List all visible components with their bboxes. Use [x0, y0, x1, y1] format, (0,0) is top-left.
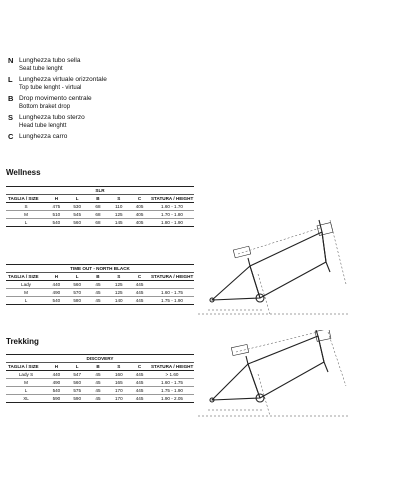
- table-cell: 45: [88, 289, 109, 297]
- table-header-row: [6, 273, 194, 281]
- table-cell: 1.70 - 1.80: [150, 211, 194, 219]
- table-cell: 540: [46, 387, 67, 395]
- table-header-row: [6, 363, 194, 371]
- table-caption-row: [6, 265, 194, 273]
- table-cell: M: [6, 211, 46, 219]
- table-cell: 145: [108, 219, 129, 227]
- column-header: C: [129, 195, 150, 203]
- column-header: TAGLIA / SIZE: [6, 273, 46, 281]
- table-cell: 440: [46, 371, 67, 379]
- table-cell: 510: [46, 211, 67, 219]
- column-header: STATURA / HEIGHT: [150, 196, 194, 201]
- table-cell: [150, 281, 194, 289]
- table-cell: 540: [46, 219, 67, 227]
- legend-label-italian: Lunghezza tubo sella: [19, 57, 81, 64]
- table-row: [6, 297, 194, 305]
- table-cell: 1.60 - 1.75: [150, 289, 194, 297]
- legend-item-n: [8, 56, 168, 75]
- table-cell: 405: [129, 219, 150, 227]
- main-triangle: [250, 232, 326, 298]
- column-header: H: [46, 363, 67, 371]
- table-cell: 1.75 - 1.90: [150, 297, 194, 305]
- column-header: TAGLIA / SIZE: [6, 195, 46, 203]
- dimension-line: [328, 332, 346, 386]
- table-row: [6, 395, 194, 403]
- table-cell: Lady: [6, 281, 46, 289]
- column-header: TAGLIA / SIZE: [6, 363, 46, 371]
- table-cell: 445: [129, 297, 150, 305]
- table-caption-row: [6, 187, 194, 195]
- size-table-slr: [6, 186, 194, 227]
- table-cell: 590: [67, 395, 88, 403]
- table-cell: 530: [67, 203, 88, 211]
- table-cell: 560: [67, 379, 88, 387]
- table-cell: 110: [108, 203, 129, 211]
- table-cell: 547: [67, 371, 88, 379]
- column-header: L: [67, 363, 88, 371]
- dimension-line: [238, 228, 320, 254]
- table-cell: 45: [88, 371, 109, 379]
- table-cell: 540: [46, 297, 67, 305]
- column-header: L: [67, 273, 88, 281]
- legend-key: L: [8, 75, 13, 84]
- table-cell: 45: [88, 297, 109, 305]
- column-header: L: [67, 195, 88, 203]
- dimension-tag: [231, 344, 248, 355]
- table-cell: 1.60 - 1.70: [150, 203, 194, 211]
- table-cell: 68: [88, 211, 109, 219]
- table-cell: 445: [129, 289, 150, 297]
- table-cell: 165: [108, 379, 129, 387]
- legend-item-c: [8, 132, 168, 151]
- table-cell: 160: [108, 371, 129, 379]
- table-cell: 125: [108, 211, 129, 219]
- main-triangle: [248, 336, 324, 398]
- legend-key: S: [8, 113, 14, 122]
- column-header: H: [46, 273, 67, 281]
- column-header: S: [108, 273, 129, 281]
- table-cell: 560: [67, 281, 88, 289]
- legend-label-italian: Drop movimento centrale: [19, 95, 92, 102]
- seat-post: [248, 258, 250, 266]
- table-row: [6, 219, 194, 227]
- table-cell: 590: [46, 395, 67, 403]
- table-title: SLR: [6, 187, 194, 195]
- table-cell: 1.80 - 1.90: [150, 219, 194, 227]
- table-row: [6, 387, 194, 395]
- table-title: TIME OUT - NORTH BLACK: [6, 265, 194, 273]
- column-header: H: [46, 195, 67, 203]
- column-header: B: [88, 273, 109, 281]
- rear-triangle: [212, 364, 260, 400]
- column-header: B: [88, 195, 109, 203]
- dimension-line: [258, 374, 270, 416]
- table-cell: M: [6, 379, 46, 387]
- table-cell: 125: [108, 281, 129, 289]
- size-table-discovery: [6, 354, 194, 403]
- table-cell: S: [6, 203, 46, 211]
- table-header-row: [6, 195, 194, 203]
- legend-label-english: Seat tube lenght: [19, 66, 63, 72]
- frame-geometry-diagram-wellness: [198, 214, 398, 326]
- column-header: STATURA / HEIGHT: [150, 364, 194, 369]
- table-cell: 580: [67, 297, 88, 305]
- table-row: [6, 371, 194, 379]
- table-cell: M: [6, 289, 46, 297]
- table-row: [6, 289, 194, 297]
- legend-label-italian: Lunghezza virtuale orizzontale: [19, 76, 107, 83]
- table-cell: 45: [88, 387, 109, 395]
- legend-label-english: Top tube lenght - virtual: [19, 85, 82, 91]
- legend-key: N: [8, 56, 14, 65]
- table-cell: 560: [67, 219, 88, 227]
- table-cell: 445: [129, 395, 150, 403]
- table-cell: 570: [67, 289, 88, 297]
- column-header: B: [88, 363, 109, 371]
- frame-geometry-diagram-trekking: [198, 330, 398, 440]
- table-cell: L: [6, 219, 46, 227]
- table-title: DISCOVERY: [6, 355, 194, 363]
- table-cell: L: [6, 297, 46, 305]
- column-header: C: [129, 273, 150, 281]
- table-row: [6, 203, 194, 211]
- table-cell: 45: [88, 379, 109, 387]
- legend-label-english: Head tube lenghtt: [19, 123, 67, 129]
- size-table-time-out: [6, 264, 194, 305]
- table-cell: 68: [88, 219, 109, 227]
- dimension-line: [236, 332, 318, 352]
- table-cell: 475: [46, 203, 67, 211]
- column-header: STATURA / HEIGHT: [150, 274, 194, 279]
- table-cell: L: [6, 387, 46, 395]
- column-header: S: [108, 363, 129, 371]
- table-cell: 440: [46, 281, 67, 289]
- table-cell: 445: [129, 281, 150, 289]
- section-title-trekking: Trekking: [6, 337, 39, 346]
- legend-item-l: [8, 75, 168, 94]
- table-cell: 45: [88, 395, 109, 403]
- table-cell: 445: [129, 387, 150, 395]
- table-cell: 45: [88, 281, 109, 289]
- seat-post: [246, 356, 248, 364]
- table-cell: > 1.60: [150, 371, 194, 379]
- column-header: S: [108, 195, 129, 203]
- legend-label-english: Bottom braket drop: [19, 104, 71, 110]
- legend-item-b: [8, 94, 168, 113]
- column-header: C: [129, 363, 150, 371]
- dimension-legend: [8, 56, 168, 151]
- table-cell: 445: [129, 379, 150, 387]
- table-cell: 405: [129, 203, 150, 211]
- table-cell: XL: [6, 395, 46, 403]
- table-cell: 575: [67, 387, 88, 395]
- legend-key: B: [8, 94, 14, 103]
- head-tube-fork: [319, 220, 330, 272]
- table-cell: 68: [88, 203, 109, 211]
- legend-label-italian: Lunghezza tubo sterzo: [19, 114, 85, 121]
- rear-triangle: [212, 266, 260, 300]
- table-cell: 125: [108, 289, 129, 297]
- table-cell: 405: [129, 211, 150, 219]
- table-caption-row: [6, 355, 194, 363]
- table-cell: 490: [46, 289, 67, 297]
- table-cell: 445: [129, 371, 150, 379]
- table-cell: 170: [108, 395, 129, 403]
- table-cell: 1.60 - 1.75: [150, 379, 194, 387]
- table-row: [6, 379, 194, 387]
- table-cell: 1.75 - 1.90: [150, 387, 194, 395]
- table-cell: 490: [46, 379, 67, 387]
- table-row: [6, 211, 194, 219]
- legend-label-italian: Lunghezza carro: [19, 133, 68, 140]
- table-cell: 1.90 - 2.05: [150, 395, 194, 403]
- legend-key: C: [8, 132, 14, 141]
- table-cell: Lady S: [6, 371, 46, 379]
- table-cell: 170: [108, 387, 129, 395]
- table-row: [6, 281, 194, 289]
- dimension-tag: [233, 246, 250, 258]
- section-title-wellness: Wellness: [6, 168, 41, 177]
- table-cell: 545: [67, 211, 88, 219]
- table-cell: 140: [108, 297, 129, 305]
- legend-item-s: [8, 113, 168, 132]
